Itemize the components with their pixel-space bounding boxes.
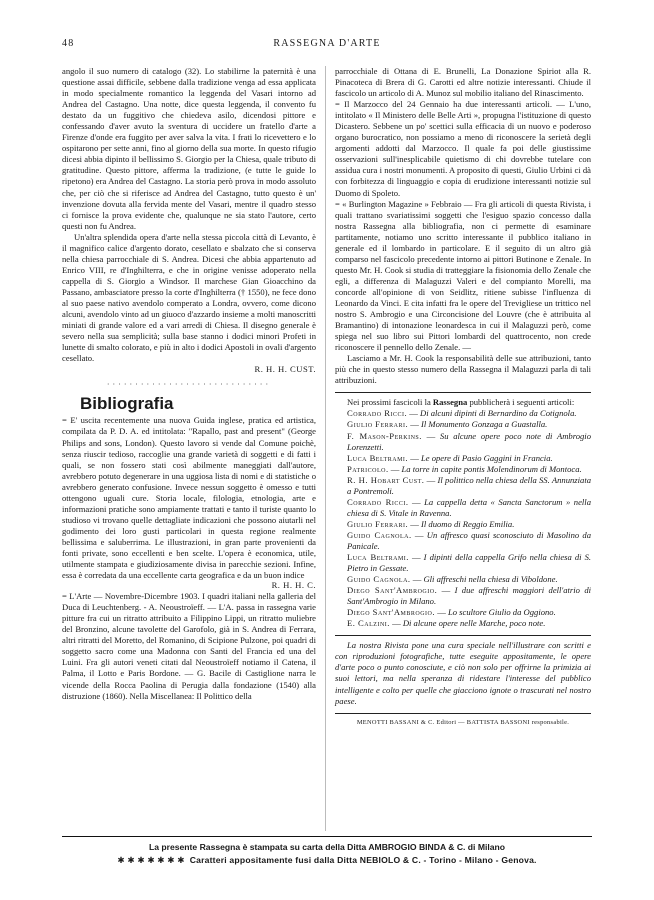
running-title: RASSEGNA D'ARTE [273, 38, 381, 49]
upcoming-author: Guido Cagnola. [347, 574, 411, 585]
upcoming-author: Corrado Ricci. [347, 496, 409, 507]
upcoming-intro-prefix: Nei prossimi fascicoli la [347, 397, 433, 408]
column-divider [325, 66, 326, 831]
upcoming-title: I dipinti della cappella Grifo nella chiesa di S. Pietro in Gessate. [347, 552, 592, 574]
upcoming-article: R. H. Hobart Cust. — Il polittico nella chiesa della SS. Annunziata a Pontremoli. [347, 474, 592, 496]
upcoming-author: Diego Sant'Ambrogio. [347, 585, 438, 596]
upcoming-title: I due affreschi maggiori dell'atrio di Sant'Ambrogio in Milano. [347, 585, 591, 607]
upcoming-author: Giulio Ferrari. [347, 419, 409, 430]
upcoming-article: Patricolo. — La torre in capite pontis Molendinorum di Montoca. [347, 463, 582, 474]
bibliography-heading: Bibliografia [80, 394, 174, 414]
section-rule [335, 392, 591, 393]
upcoming-article: Giulio Ferrari. — Il duomo di Reggio Emilia. [347, 518, 515, 529]
upcoming-article: Luca Beltrami. — Le opere di Pasio Gaggini in Francia. [347, 452, 553, 463]
upcoming-intro-suffix: pubblicherà i seguenti articoli: [467, 397, 575, 408]
upcoming-author: Guido Cagnola. [347, 529, 412, 540]
upcoming-title: Il duomo di Reggio Emilia. [421, 518, 515, 529]
upcoming-author: R. H. Hobart Cust. [347, 474, 425, 485]
right-column [335, 66, 591, 728]
left-column [62, 66, 316, 702]
upcoming-author: Patricolo. [347, 463, 389, 474]
article-paragraph: Un'altra splendida opera d'arte nella stessa piccola città di Levanto, è il magnifico calice d'argento dorato, cesellato e sbalzato che si conserva nella chiesa parrocchiale di S. Andrea. Dicesi che abbia appartenuto ad Enrico VIII, re d'Inghilterra, e che in origine venisse adoperato nella cappella di S. Giorgio a Windsor. Il marchese Gian Gioacchino da Passano, ambasciatore presso la corte d'Inghilterra († 1550), ne fece dono al suo paese nativo avendolo comperato a Londra, ovvero, come dicono alcuni, avendolo vinto ad un giuoco d'azzardo insieme a molti manoscritti miniati di grande valore ed a vari arredi di Chiesa. Il disegno generale è severo nella sua semplicità; sulla base stanno i dodici minori Profeti in lunette di smalto colorato, e più in alto i dodici Apostoli in ovali d'argento cesellato. [62, 231, 316, 364]
upcoming-title: Lo scultore Giulio da Oggiono. [447, 607, 556, 618]
bibliography-continuation: parrocchiale di Ottana di E. Brunelli, La Donazione Spiriot alla R. Pinacoteca di Brera di G. Carotti ed altre notizie interessanti. Chiude il fascicolo un articolo di A. Munoz sul mobilio italiano del Rinascimento. [335, 66, 591, 99]
editors-line: MENOTTI BASSANI & C. Editori — BATTISTA BASSONI responsabile. [335, 713, 591, 728]
upcoming-articles [335, 397, 591, 629]
upcoming-author: Luca Beltrami. [347, 552, 409, 563]
page-number: 48 [62, 38, 75, 49]
upcoming-author: Giulio Ferrari. [347, 518, 409, 529]
upcoming-title: Gli affreschi nella chiesa di Viboldone. [423, 574, 558, 585]
upcoming-article: Diego Sant'Ambrogio. — I due affreschi maggiori dell'atrio di Sant'Ambrogio in Milano. [347, 585, 591, 607]
footer-line-2-text: Caratteri appositamente fusi dalla Ditta NEBIOLO & C. - Torino - Milano - Genova. [189, 855, 537, 865]
upcoming-author: Corrado Ricci. [347, 408, 408, 419]
promo-notice: La nostra Rivista pone una cura speciale nell'illustrare con scritti e con riproduzioni fotografiche, tutte eseguite appositamente, le opere d'arte poco o punto conosciute, e ciò non solo per offrirne la primizia ai suoi lettori, ma nella speranza di ridestare l'interesse del pubblico intelligente e colto per quelle che giacciono ignote o trascurati nel nostro paese. [335, 640, 591, 706]
upcoming-title: Di alcuni dipinti di Bernardino da Cotignola. [420, 408, 577, 419]
upcoming-article: Luca Beltrami. — I dipinti della cappella Grifo nella chiesa di S. Pietro in Gessate. [347, 552, 592, 574]
upcoming-article: Corrado Ricci. — Di alcuni dipinti di Bernardino da Cotignola. [347, 408, 577, 419]
upcoming-title: Il Monumento Gonzaga a Guastalla. [421, 419, 548, 430]
upcoming-author: Luca Beltrami. [347, 452, 409, 463]
upcoming-title: La torre in capite pontis Molendinorum di Montoca. [401, 463, 582, 474]
upcoming-title: Di alcune opere nelle Marche, poco note. [402, 618, 546, 629]
upcoming-author: Diego Sant'Ambrogio. [347, 607, 436, 618]
article-signature: R. H. H. CUST. [254, 364, 316, 375]
upcoming-author: E. Calzini. [347, 618, 390, 629]
star-icon: ✱ ✱ ✱ ✱ ✱ ✱ ✱ [117, 855, 185, 865]
footer-line-2 [40, 855, 614, 866]
page-header [62, 38, 592, 52]
upcoming-article: Guido Cagnola. — Gli affreschi nella chiesa di Viboldone. [347, 574, 558, 585]
section-rule [335, 635, 591, 636]
upcoming-article: E. Calzini. — Di alcune opere nelle Marche, poco note. [347, 618, 546, 629]
upcoming-article: Giulio Ferrari. — Il Monumento Gonzaga a Guastalla. [347, 419, 548, 430]
upcoming-title: Le opere di Pasio Gaggini in Francia. [420, 452, 553, 463]
bibliography-entry: = E' uscita recentemente una nuova Guida inglese, pratica ed artistica, compilata da P. D. A. ed intitolata: "Rapallo, past and present" (George Philips and sons, London). Questo lavoro si vende dal Comune poichè, senza riuscir tedioso, raccoglie una grande varietà di soggetti e di fatti i quali, se non fossero stati così abilmente maneggiati dall'autore, avrebbero potuto degenerare in una uggiosa lista di nomi e di statistiche o avrebbero generato confusione. Invece nessun soggetto è omesso e tutti ottengono uguali cure. Storia locale, filologia, etnologia, arte e informazioni pratiche sono ampiamente trattati e tanto il turiste quanto lo studioso vi trovano quelle dettagliate indicazioni che possono aiutarli nel godimento dei loro gusti particolari in questa regione realmente bellissima e saluberrima. Le illustrazioni, in gran parte provenienti da fonti private, sono eccellenti e ben scelte. L'opera è economica, utile, utilmente stampata e giudiziosamente divisa in parecchie sezioni. Infine, essa è corredata da una eccellente carta geografica e da un buon indice [62, 415, 316, 581]
upcoming-intro [335, 397, 591, 408]
upcoming-title: Su alcune opere poco note di Ambrogio Lorenzetti. [347, 430, 591, 452]
upcoming-list [335, 408, 591, 629]
upcoming-title: Un affresco quasi sconosciuto di Masolino da Panicale. [347, 529, 591, 551]
bibliography-entry: = « Burlington Magazine » Febbraio — Fra gli articoli di questa Rivista, i quali trattano svariatissimi soggetti che l'esiguo spazio concesso dalla nostra Rassegna alla bibliografia, non ci permette di esaminare partitamente, notiamo uno scritto interessante il pubblico italiano in generale ed il lombardo in particolare. E il seguito di un altro già comparso nel fascicolo precedente intorno ai pittori Butinone e Zenale. In questo Mr. H. Cook si studia di tratteggiare la fisionomia dello Zenale che egli, a differenza di Malaguzzi Valeri e del compianto Morelli, ma concorde all'opinione di von Seidlitz, ritiene subisse l'influenza di Leonardo da Vinci. E cita infatti fra le opere del Trevigliese un trittico nel nostro S. Ambrogio e una Circoncisione del Louvre (che è attribuita al Bramantino) di intonazione leonardesca in cui il Malaguzzi però, come spiega nel suo libro sui Pittori lombardi del quattrocento, non crede riconoscere il pennello dello Zenale. — [335, 198, 591, 353]
footer-rule [62, 836, 592, 837]
footer-line-1: La presente Rassegna è stampata su carta della Ditta AMBROGIO BINDA & C. di Milano [148, 842, 506, 852]
bibliography-entry: = Il Marzocco del 24 Gennaio ha due interessanti articoli. — L'uno, intitolato « Il Ministero delle Belle Arti », propugna l'istituzione di questo Dicastero. Sebbene un po' scettici sulla efficacia di un nuovo e poderoso organo burocratico, non possiamo a meno di riconoscere la serietà degli argomenti addotti dal Marzocco. Il quale fa poi delle giustissime osservazioni sull'inesplicabile quietismo di chi dovrebbe tutelare con assidua cura i nostri monumenti. A proposito di questi, Giulio Urbini ci dà con forbitezza di linguaggio e copia di erudizione interessanti notizie sul Duomo di Spoleto. [335, 99, 591, 198]
upcoming-article: Guido Cagnola. — Un affresco quasi sconosciuto di Masolino da Panicale. [347, 529, 591, 551]
bibliography-entry: Lasciamo a Mr. H. Cook la responsabilità delle sue attribuzioni, tanto più che in questo stesso numero della Rassegna il Malaguzzi parla di tali attribuzioni. [335, 353, 591, 386]
bibliography-signature: R. H. H. C. [271, 580, 316, 591]
upcoming-title: Il polittico nella chiesa della SS. Annunziata a Pontremoli. [347, 474, 592, 496]
article-paragraph: angolo il suo numero di catalogo (32). Lo stabilirne la paternità è una questione assai difficile, sebbene dalla tradizione venga ad essa applicata in modo specialmente romantico la leggenda del Vasari intorno ad Andrea del Castagno. Una notte, dice questa leggenda, il convento fu destato da un fuggitivo che chiedeva asilo, dicendosi pittore e confessando d'aver avuto la sventura di uccidere un fratello d'arte a Firenze d'onde era fuggito per aver salva la vita. I frati lo ricevettero e lo ospitarono per sette anni, fino al giorno della sua morte. In questo rifugio dicesi abbia dipinto il bellissimo S. Giorgio per la Chiesa, quale tributo di gratitudine. Questo pittore, afferma la tradizione, (e tutte le guide lo ripetono) era Andrea del Castagno. La storia però prova in modo assoluto che, per ciò che si riferisce ad Andrea del Castagno, tutto questo è un' invenzione dovuta alla fervida mente del Vasari, mentre il quadro stesso ci fornisce la prova evidente che, qualunque ne sia stato l'autore, certo questi non fu Andrea. [62, 66, 316, 231]
upcoming-intro-bold: Rassegna [432, 397, 468, 408]
upcoming-article: F. Mason-Perkins. — Su alcune opere poco note di Ambrogio Lorenzetti. [347, 430, 591, 452]
upcoming-article: Corrado Ricci. — La cappella detta « Sancta Sanctorum » nella chiesa di S. Vitale in Ravenna. [347, 496, 591, 518]
bibliography-entry: = L'Arte — Novembre-Dicembre 1903. I quadri italiani nella galleria del Duca di Leuchtenberg. - A. Neoustroïeff. — L'A. passa in rassegna varie pitture fra cui un ritratto attribuito a Filippino Lippi, un ritratto muliebre del Bronzino, alcune tavolette del Garofolo, già in S. Andrea di Ferrara, altri ritratti del Moretto, del Romanino, di Scipione Pulzone, poi quadri di soggetto sacro come una Madonna con Santi del Francia ed una del Luini. Fra gli autori veneti citati dal Neoustroïeff notiamo il Catena, il Palma, il Lotto e Paris Bordone. — G. Bacile di Castiglione narra le vicende della Rocca Paolina di Perugia dalla fondazione (1540) alla distruzione (1860). Nella Miscellanea: Il Polittico della [62, 591, 316, 701]
upcoming-author: F. Mason-Perkins. [347, 430, 422, 441]
upcoming-article: Diego Sant'Ambrogio. — Lo scultore Giulio da Oggiono. [347, 607, 556, 618]
upcoming-title: La cappella detta « Sancta Sanctorum » nella chiesa di S. Vitale in Ravenna. [347, 496, 591, 518]
ornament-divider: ····························· [106, 380, 272, 390]
